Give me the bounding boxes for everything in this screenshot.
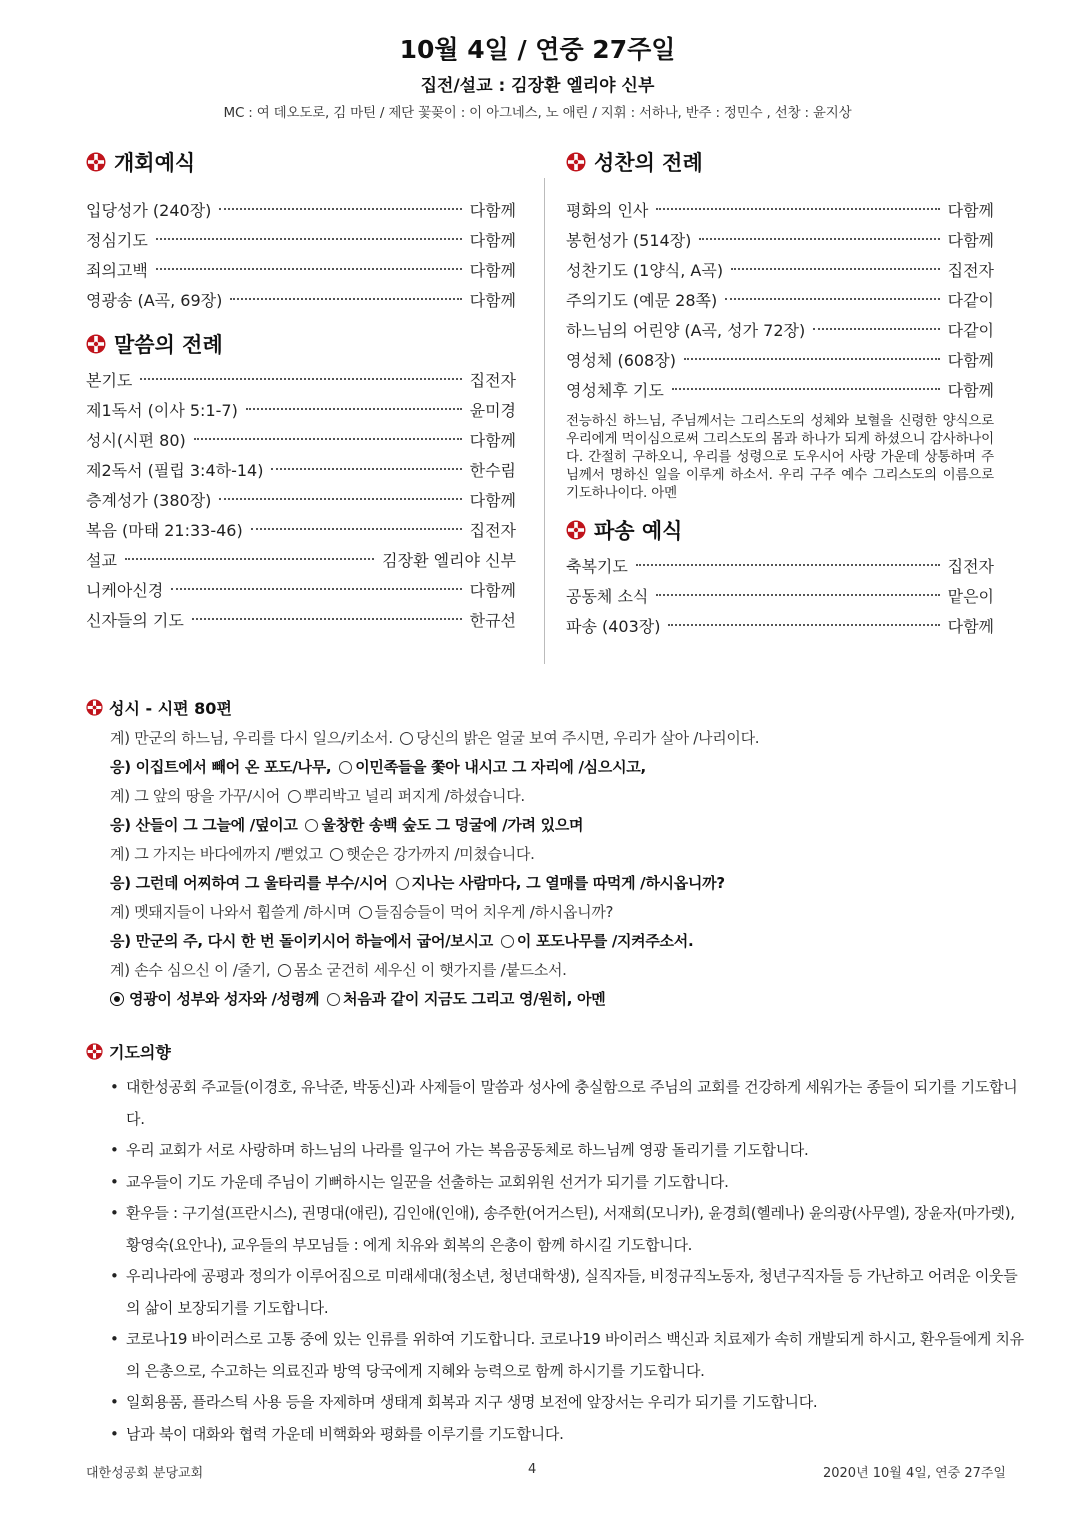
psalm-verse-first-half: 응) 그런데 어찌하여 그 울타리를 부수/시어 [110, 874, 388, 892]
section-heading-psalm [86, 690, 1026, 724]
pause-circle-icon [501, 935, 514, 948]
psalm-verse-first-half: 계) 멧돼지들이 나와서 휩쓸게 /하시며 [110, 903, 352, 921]
leader-dots [672, 388, 940, 390]
liturgy-row [566, 286, 994, 316]
section-heading-opening [86, 140, 516, 184]
liturgy-item-label: 제2독서 (필립 3:4하-14) [86, 461, 264, 480]
liturgy-item-leader: 윤미경 [469, 401, 516, 420]
psalm-verse [86, 898, 1026, 927]
psalm-verse [86, 724, 1026, 753]
psalm-verse-first-half: 영광이 성부와 성자와 /성령께 [129, 990, 320, 1008]
psalm-verse-second-half: 처음과 같이 지금도 그리고 영/원히, 아멘 [343, 990, 606, 1008]
leader-dots [171, 588, 461, 590]
liturgy-item-label: 영성체 (608장) [566, 351, 676, 370]
liturgy-row [566, 376, 994, 406]
psalm-verse-second-half: 이 포도나무를 /지켜주소서. [516, 932, 694, 950]
liturgy-row [566, 256, 994, 286]
liturgy-item-leader: 한수림 [469, 461, 516, 480]
leader-dots [156, 268, 462, 270]
pause-circle-icon [305, 819, 318, 832]
liturgy-item-leader: 다함께 [469, 581, 516, 600]
liturgy-row [86, 426, 516, 456]
leader-dots [219, 498, 461, 500]
leader-dots [656, 594, 939, 596]
intention-item: • 우리나라에 공평과 정의가 이루어짐으로 미래세대(청소년, 청년대학생), 실직자들, 비정규직노동자, 청년구직자들 등 가난하고 어려운 이웃들의 삶이 보장되기를 기도합니다. [110, 1261, 1031, 1324]
liturgy-item-leader: 집전자 [947, 557, 994, 576]
liturgy-row [86, 516, 516, 546]
section-heading-eucharist [566, 140, 994, 184]
liturgy-item-leader: 다함께 [947, 351, 994, 370]
pause-circle-icon [330, 848, 343, 861]
officiant-line: 집전/설교 : 김장환 엘리야 신부 [420, 76, 655, 96]
psalm-verse [86, 811, 1026, 840]
intention-item: • 환우들 : 구기설(프란시스), 권명대(애린), 김인애(인애), 송주한(어거스틴), 서재희(모니카), 윤경희(헬레나) 윤의광(사무엘), 장윤자(마가렛), 황영숙(요안나), 교우들의 부모님들 : 에게 치유와 회복의 은총이 함께 하시길 기도합니다. [110, 1198, 1031, 1261]
liturgy-row [566, 582, 994, 612]
liturgy-item-leader: 맡은이 [947, 587, 994, 606]
leader-dots [271, 468, 461, 470]
liturgy-row [566, 316, 994, 346]
leader-dots [725, 298, 939, 300]
psalm-verse-second-half: 들짐승들이 먹어 치우게 /하시옵니까? [374, 903, 614, 921]
liturgy-item-leader: 다함께 [469, 431, 516, 450]
leader-dots [140, 378, 461, 380]
intention-item: • 남과 북이 대화와 협력 가운데 비핵화와 평화를 이루기를 기도합니다. [110, 1419, 1031, 1451]
liturgy-item-leader: 다함께 [947, 381, 994, 400]
liturgy-item-label: 니케아신경 [86, 581, 164, 600]
liturgy-item-leader: 다함께 [469, 231, 516, 250]
pause-circle-icon [327, 993, 340, 1006]
leader-dots [192, 618, 462, 620]
pause-circle-icon [288, 790, 301, 803]
liturgy-row [86, 456, 516, 486]
pause-circle-icon [339, 761, 352, 774]
psalm-verse [86, 782, 1026, 811]
liturgy-item-label: 죄의고백 [86, 261, 148, 280]
liturgy-item-label: 층계성가 (380장) [86, 491, 212, 510]
liturgy-item-leader: 다함께 [947, 201, 994, 220]
liturgy-item-label: 파송 (403장) [566, 617, 661, 636]
liturgy-item-label: 평화의 인사 [566, 201, 649, 220]
leader-dots [731, 268, 940, 270]
liturgy-item-leader: 김장환 엘리야 신부 [382, 551, 516, 570]
liturgy-item-label: 영성체후 기도 [566, 381, 664, 400]
leader-dots [636, 564, 940, 566]
liturgy-row [86, 606, 516, 636]
leader-dots [813, 328, 939, 330]
leader-dots [194, 438, 462, 440]
leader-dots [156, 238, 462, 240]
intentions-list [86, 1072, 1031, 1450]
liturgy-item-leader: 집전자 [469, 521, 516, 540]
liturgy-row [86, 196, 516, 226]
psalm-verse-second-half: 몸소 굳건히 세우신 이 햇가지를 /붙드소서. [293, 961, 567, 979]
liturgy-item-label: 주의기도 (예문 28쪽) [566, 291, 718, 310]
liturgy-item-label: 복음 (마태 21:33-46) [86, 521, 243, 540]
leader-dots [230, 298, 461, 300]
psalm-verse [86, 753, 1026, 782]
leader-dots [219, 208, 461, 210]
word-list [86, 366, 516, 636]
liturgy-item-label: 하느님의 어린양 (A곡, 성가 72장) [566, 321, 806, 340]
right-column [566, 140, 994, 642]
section-heading-intentions [86, 1034, 1031, 1068]
liturgy-item-label: 신자들의 기도 [86, 611, 184, 630]
dismissal-list [566, 552, 994, 642]
anglican-cross-icon [86, 1043, 103, 1060]
liturgy-row [86, 286, 516, 316]
psalm-verse [86, 840, 1026, 869]
intention-item: • 코로나19 바이러스로 고통 중에 있는 인류를 위하여 기도합니다. 코로나19 바이러스 백신과 치료제가 속히 개발되게 하시고, 환우들에게 치유의 은총으로, 수고하는 의료진과 방역 당국에게 지혜와 능력으로 함께 하시기를 기도합니다. [110, 1324, 1031, 1387]
psalm-verse-first-half: 계) 그 가지는 바다에까지 /뻗었고 [110, 845, 323, 863]
liturgy-row [566, 226, 994, 256]
liturgy-item-leader: 다함께 [469, 491, 516, 510]
psalm-verse-first-half: 응) 만군의 주, 다시 한 번 돌이키시어 하늘에서 굽어/보시고 [110, 932, 493, 950]
section-heading-label: 파송 예식 [594, 519, 683, 543]
section-heading-dismissal [566, 508, 994, 552]
liturgy-row [86, 366, 516, 396]
liturgy-item-leader: 다함께 [469, 291, 516, 310]
section-heading-label: 기도의향 [109, 1042, 171, 1062]
eucharist-list [566, 196, 994, 406]
psalm-verse-first-half: 응) 이집트에서 빼어 온 포도/나무, [110, 758, 332, 776]
leader-dots [656, 208, 939, 210]
anglican-cross-icon [86, 334, 106, 354]
liturgy-item-leader: 집전자 [469, 371, 516, 390]
liturgy-row [86, 226, 516, 256]
intention-item: • 대한성공회 주교들(이경호, 유낙준, 박동신)과 사제들이 말씀과 성사에 충실함으로 주님의 교회를 건강하게 세워가는 종들이 되기를 기도합니다. [110, 1072, 1031, 1135]
footer-date: 2020년 10월 4일, 연중 27주일 [822, 1466, 1006, 1481]
leader-dots [668, 624, 939, 626]
liturgy-row [566, 346, 994, 376]
liturgy-item-label: 성찬기도 (1양식, A곡) [566, 261, 724, 280]
anglican-cross-icon [86, 152, 106, 172]
liturgy-item-leader: 다같이 [947, 291, 994, 310]
liturgy-item-label: 축복기도 [566, 557, 628, 576]
liturgy-row [86, 486, 516, 516]
leader-dots [251, 528, 462, 530]
pause-circle-icon [396, 877, 409, 890]
intention-item: • 교우들이 기도 가운데 주님이 기뻐하시는 일꾼을 선출하는 교회위원 선거가 되기를 기도합니다. [110, 1167, 1031, 1199]
intention-item: • 우리 교회가 서로 사랑하며 하느님의 나라를 일구어 가는 복음공동체로 하느님께 영광 돌리기를 기도합니다. [110, 1135, 1031, 1167]
filled-circle-icon [110, 992, 124, 1006]
liturgy-item-label: 영광송 (A곡, 69장) [86, 291, 223, 310]
liturgy-item-leader: 다같이 [947, 321, 994, 340]
left-column [86, 140, 516, 636]
psalm-verse [86, 927, 1026, 956]
psalm-lines [86, 724, 1026, 1014]
liturgy-row [86, 546, 516, 576]
post-communion-prayer: 전능하신 하느님, 주님께서는 그리스도의 성체와 보혈을 신령한 양식으로 우리에게 먹이심으로써 그리스도의 몸과 하나가 되게 하셨으니 감사하나이다. 간절히 구하오니, 우리를 성령으로 도우시어 사랑 가운데 상통하며 주님께서 명하신 일을 이루게 하소서. 우리 구주 예수 그리스도의 이름으로 기도하나이다. 아멘 [566, 413, 994, 501]
section-heading-label: 개회예식 [114, 151, 196, 175]
leader-dots [699, 238, 939, 240]
liturgy-item-label: 설교 [86, 551, 117, 570]
section-heading-word [86, 322, 516, 366]
opening-list [86, 196, 516, 316]
psalm-verse-first-half: 계) 손수 심으신 이 /줄기, [110, 961, 271, 979]
psalm-verse [86, 869, 1026, 898]
pause-circle-icon [400, 732, 413, 745]
psalm-verse-first-half: 응) 산들이 그 그늘에 /덮이고 [110, 816, 298, 834]
pause-circle-icon [359, 906, 372, 919]
ministers-line: MC : 여 데오도로, 김 마틴 / 제단 꽃꽂이 : 이 아그네스, 노 애린 / 지휘 : 서하나, 반주 : 정민수 , 선창 : 윤지상 [223, 105, 852, 121]
leader-dots [246, 408, 462, 410]
psalm-verse-second-half: 울창한 송백 숲도 그 덩굴에 /가려 있으며 [321, 816, 584, 834]
liturgy-item-leader: 다함께 [469, 201, 516, 220]
psalm-verse [86, 956, 1026, 985]
liturgy-item-leader: 다함께 [947, 231, 994, 250]
intentions-section [86, 1034, 1031, 1450]
section-heading-label: 성찬의 전례 [594, 151, 703, 175]
liturgy-row [566, 612, 994, 642]
psalm-verse-second-half: 당신의 밝은 얼굴 보여 주시면, 우리가 살아 /나리이다. [416, 729, 760, 747]
pause-circle-icon [278, 964, 291, 977]
liturgy-item-label: 정심기도 [86, 231, 148, 250]
header [0, 30, 1075, 124]
page-title: 10월 4일 / 연중 27주일 [399, 35, 676, 64]
liturgy-item-leader: 다함께 [947, 617, 994, 636]
liturgy-row [86, 576, 516, 606]
liturgy-row [86, 256, 516, 286]
liturgy-item-label: 봉헌성가 (514장) [566, 231, 692, 250]
psalm-verse [86, 985, 1026, 1014]
anglican-cross-icon [566, 152, 586, 172]
psalm-verse-first-half: 계) 그 앞의 땅을 가꾸/시어 [110, 787, 281, 805]
liturgy-item-label: 본기도 [86, 371, 133, 390]
column-divider [544, 178, 545, 664]
psalm-verse-first-half: 계) 만군의 하느님, 우리를 다시 일으/키소서. [110, 729, 393, 747]
psalm-verse-second-half: 지나는 사람마다, 그 열매를 따먹게 /하시옵니까? [411, 874, 725, 892]
section-heading-label: 성시 - 시편 80편 [109, 698, 232, 718]
psalm-verse-second-half: 이민족들을 쫓아 내시고 그 자리에 /심으시고, [355, 758, 646, 776]
section-heading-label: 말씀의 전례 [114, 333, 223, 357]
footer-church-name: 대한성공회 분당교회 [86, 1466, 204, 1481]
liturgy-item-label: 제1독서 (이사 5:1-7) [86, 401, 238, 420]
liturgy-item-label: 성시(시편 80) [86, 431, 186, 450]
page-number: 4 [528, 1462, 537, 1477]
liturgy-item-leader: 집전자 [947, 261, 994, 280]
footer [86, 1462, 1006, 1482]
liturgy-row [86, 396, 516, 426]
leader-dots [684, 358, 940, 360]
psalm-verse-second-half: 햇순은 강가까지 /미쳤습니다. [346, 845, 535, 863]
leader-dots [125, 558, 374, 560]
anglican-cross-icon [566, 520, 586, 540]
psalm-section [86, 690, 1026, 1014]
liturgy-item-leader: 한규선 [469, 611, 516, 630]
liturgy-row [566, 552, 994, 582]
intention-item: • 일회용품, 플라스틱 사용 등을 자제하며 생태계 회복과 지구 생명 보전에 앞장서는 우리가 되기를 기도합니다. [110, 1387, 1031, 1419]
anglican-cross-icon [86, 699, 103, 716]
liturgy-item-leader: 다함께 [469, 261, 516, 280]
liturgy-item-label: 입당성가 (240장) [86, 201, 212, 220]
liturgy-row [566, 196, 994, 226]
liturgy-item-label: 공동체 소식 [566, 587, 649, 606]
psalm-verse-second-half: 뿌리박고 널리 퍼지게 /하셨습니다. [303, 787, 525, 805]
